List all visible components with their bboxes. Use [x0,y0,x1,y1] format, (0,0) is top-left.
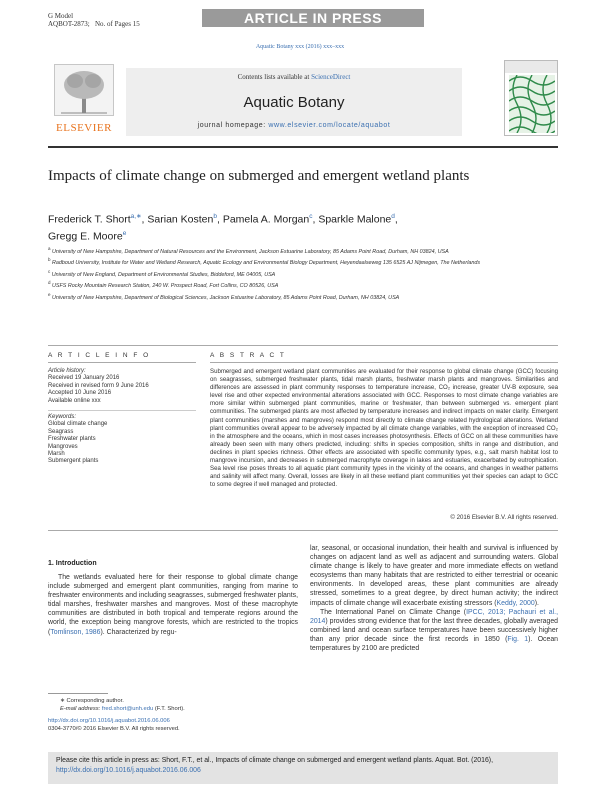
copyright-line: © 2016 Elsevier B.V. All rights reserved. [450,514,558,521]
affiliation-text: University of New Hampshire, Department of Biological Sciences, Jackson Estuarine Laboratory, 85 Adams Point Road, Durham, NH 03824, USA [52,294,400,301]
author-list [48,210,558,243]
author-separator: , [394,213,398,226]
history-item: Available online xxx [48,397,101,404]
doc-id: AQBOT-2873; [48,20,90,28]
homepage-prefix: journal homepage: [197,122,269,129]
abstract-text: Submerged and emergent wetland plant communities are evaluated for their response to global climate change (GCC) focusing on seagrasses, submerged freshwater plants, tidal marsh plants, freshwater marsh plants and mangroves. Similarities and differences are assessed in plant community responses to temperature increase, CO₂ increase, greater UV-B exposure, sea level rise and other expected environmental alterations associated with GCC. Responses to most climate change variables are more similar within submerged plant communities, marine or freshwater, than between submerged vs. emergent plant communities. The submerged plants are most affected by temperature increases and indirect impacts on water clarity. Emergent plant communities (marshes and mangroves) respond most directly to climate change related hydrological alterations. Wetland plant communities overall appear to be adversely impacted by all climate change variables, with the exception of increased CO₂ in the atmosphere and the oceans, which in most cases increases photosynthesis. Effects of GCC on all these communities have already been seen with many others predicted, including: shifts in species composition, shifts in range and distribution, and declines in plant species richness. Other effects are associated with specific community types, e.g., salt marsh habitat lost to mangrove incursion, and decreases in submerged macrophyte coverage in lakes and estuaries, exacerbated by eutrophication. Sea level rise poses threats to all aquatic plant community types in the vicinity of the oceans, and changes in weather patterns and salinity will affect many. Overall, losses are likely in all these wetland plant communities yet their species can adapt to GCC to some degree if well managed and protected. [210,368,558,489]
affiliation-list [48,245,558,302]
author-name[interactable]: Pamela A. Morgan [222,213,310,226]
intro-text: ) provides strong evidence that for the last three decades, globally averaged combined land and ocean surface temperatures have been successively higher than any prior decade since the first records in 1850 ( [310,617,558,643]
page-count: No. of Pages 15 [95,20,140,28]
affiliation-marker: c [48,268,51,274]
top-bar [0,0,600,30]
keyword-item: Seagrass [48,428,74,435]
author-name[interactable]: Frederick T. Short [48,213,131,226]
keyword-item: Submergent plants [48,458,99,465]
keywords-list [48,421,196,465]
affiliation-item [48,256,558,267]
intro-left-column [48,573,298,637]
intro-paragraph-2 [310,608,558,653]
intro-text: The wetlands evaluated here for their response to global climate change include submerged and emergent plant communities, ranging from marine to freshwater environments and including seagrasses, submerged freshwater plants, tidal marshes, freshwater marshes and mangroves. Most of these macrophyte communities are distributed in both tropical and temperate regions around the world, the exception being mangrove forests, which are restricted to the tropics ( [48,574,298,636]
affiliation-item [48,291,558,302]
journal-title: Aquatic Botany [243,94,345,111]
author-separator: , [312,213,319,226]
footnote-rule [48,693,108,694]
cover-pattern-icon [509,75,555,133]
affiliation-marker: d [48,280,51,286]
elsevier-tree-icon [54,64,114,116]
affiliation-marker: b [48,257,51,263]
corresponding-author-note: ∗ Corresponding author. [60,698,124,704]
introduction-heading: 1. Introduction [48,560,97,567]
email-line [48,705,298,713]
history-item: Accepted 10 June 2016 [48,390,112,397]
author-affiliation-marker[interactable]: d [391,213,395,220]
abstract-rule [210,362,558,363]
footnotes [48,697,298,733]
affiliation-text: University of New England, Department of Environmental Studies, Biddeford, ME 04005, USA [51,271,276,278]
article-title: Impacts of climate change on submerged and emergent wetland plants [48,168,470,184]
elsevier-logo [48,60,120,136]
email-tail: (F.T. Short). [153,706,185,712]
journal-reference-link[interactable]: Aquatic Botany xxx (2016) xxx–xxx [255,44,345,50]
affiliation-item [48,279,558,290]
gmodel-block [48,12,140,28]
figure-link[interactable]: Fig. 1 [507,635,529,643]
citation-link[interactable]: Tomlinson, 1986 [50,628,101,636]
author-name[interactable]: Gregg E. Moore [48,230,123,242]
affiliation-marker: e [48,291,51,297]
affiliation-text: University of New Hampshire, Department of Natural Resources and the Environment, Jackson Estuarine Laboratory, 85 Adams Point Road, Durham, NH 03824, USA [52,248,449,255]
author-affiliation-marker[interactable]: b [213,213,217,220]
affiliation-text: USFS Rocky Mountain Research Station, 240 W. Prospect Road, Fort Collins, CO 80526, USA [52,282,279,289]
history-item: Received 19 January 2016 [48,375,120,382]
citation-link[interactable]: IPCC, 2013; Pachauri et al., 2014 [310,608,558,625]
article-info [48,368,196,466]
affiliation-item [48,268,558,279]
author-affiliation-marker[interactable]: c [309,213,313,220]
email-label: E-mail address: [60,706,102,712]
email-link[interactable]: fred.short@unh.edu [101,706,154,712]
intro-paragraph-1 [48,573,298,637]
section-rule [48,345,558,346]
abstract-heading: A B S T R A C T [210,352,286,359]
affiliation-text: Radboud University, Institute for Water and Wetland Research, Aquatic Ecology and Environmental Biology Department, Heyendaalseweg 135 6525 AJ Nijmegen, The Netherlands [52,260,481,267]
gmodel-label: G Model [48,12,74,20]
journal-banner [126,68,462,136]
keyword-item: Mangroves [48,443,78,450]
author-separator: , [216,213,223,226]
intro-text: The International Panel on Climate Change ( [320,608,467,616]
affiliation-item [48,245,558,256]
contents-prefix: Contents lists available at [237,73,312,81]
contents-line [126,73,462,81]
doc-id-line [48,20,140,28]
history-label: Article history: [48,368,86,374]
author-name[interactable]: Sarian Kosten [147,213,214,226]
author-affiliation-marker[interactable]: a,∗ [130,213,142,220]
author-name[interactable]: Sparkle Malone [318,213,392,226]
citation-text: Please cite this article in press as: Short, F.T., et al., Impacts of climate change on submerged and emergent wetland plants. Aquat. Bot. (2016), [56,757,494,764]
intro-text: lar, seasonal, or occasional inundation, their health and survival is influenced by changes on adjacent land as well as adjacent and surrounding waters. Global climate change is likely to have greater and more immediate effects on wetland ecosystems than many habitats that are restricted to either terrestrial or oceanic environments. In developed areas, these plant communities are already stressed, sometimes to a great degree, by direct human activity; the indirect impacts of climate change will exacerbate existing stressors ( [310,545,558,607]
issn-line: 0304-3770/© 2016 Elsevier B.V. All rights reserved. [48,726,180,732]
intro-text: ). Characterized by regu- [100,628,177,636]
sciencedirect-link[interactable]: ScienceDirect [311,73,351,81]
homepage-line [126,122,462,129]
author-separator: , [141,213,148,226]
intro-paragraph-1-cont [310,544,558,608]
article-info-heading: A R T I C L E I N F O [48,352,151,359]
article-in-press-banner: ARTICLE IN PRESS [202,9,424,27]
keyword-item: Marsh [48,451,65,458]
citation-doi-link[interactable]: http://dx.doi.org/10.1016/j.aquabot.2016.06.006 [56,767,201,774]
keywords-rule [48,410,196,411]
author-affiliation-marker[interactable]: e [122,229,127,237]
article-info-rule [48,362,196,363]
journal-header [48,60,558,142]
citation-box [48,752,558,784]
cover-title-band [505,61,557,73]
citation-link[interactable]: Keddy, 2000 [496,599,535,607]
journal-cover-image [504,60,558,136]
intro-text: ). [534,599,539,607]
history-list [48,375,196,405]
intro-text: ). Ocean temperatures by 2100 are predicted [310,635,558,653]
keyword-item: Freshwater plants [48,436,96,443]
keyword-item: Global climate change [48,421,108,428]
doi-link[interactable]: http://dx.doi.org/10.1016/j.aquabot.2016.06.006 [48,718,170,724]
homepage-link[interactable]: www.elsevier.com/locate/aquabot [268,122,391,129]
elsevier-wordmark: ELSEVIER [56,122,112,134]
abstract-end-rule [48,530,558,531]
intro-right-column [310,544,558,653]
keywords-label: Keywords: [48,414,77,421]
history-item: Received in revised form 9 June 2016 [48,382,149,389]
affiliation-marker: a [48,246,51,251]
header-rule [48,146,558,148]
